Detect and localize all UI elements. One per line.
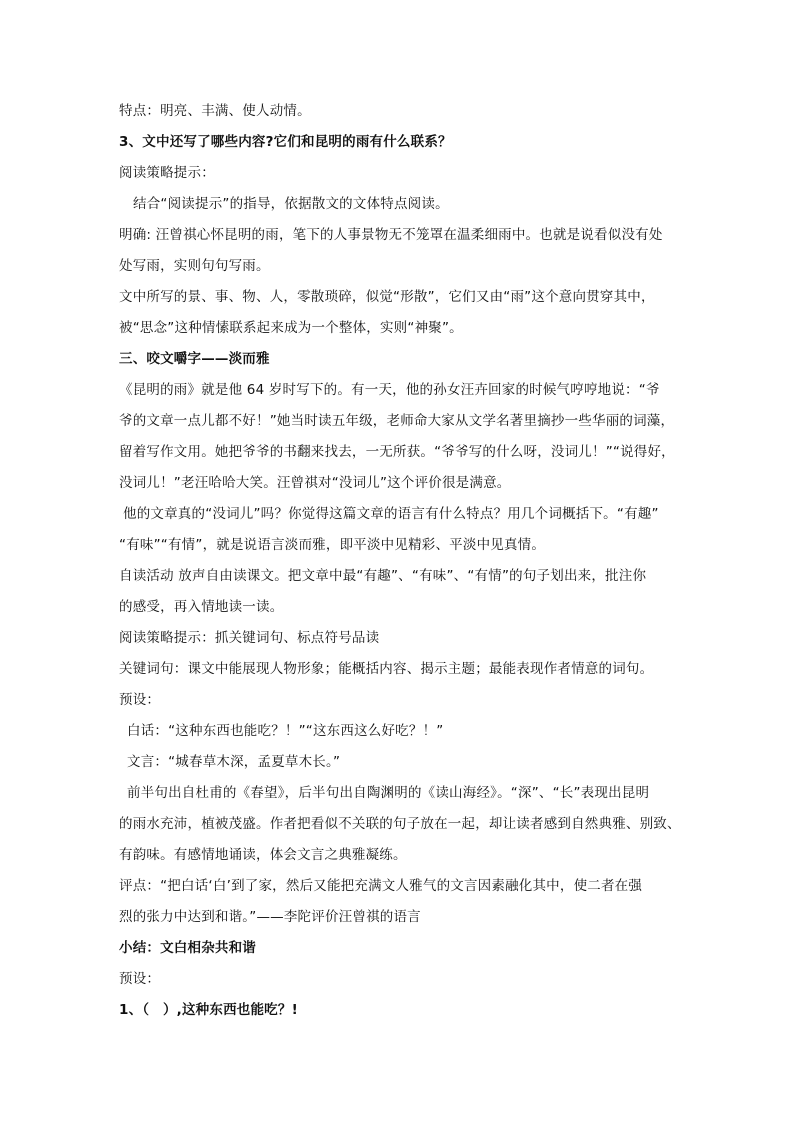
paragraph-line: 《昆明的雨》就是他 64 岁时写下的。有一天，他的孙女汪卉回家的时候气哼哼地说：“爷 xyxy=(119,382,660,398)
clarify-line-2: 处写雨，实则句句写雨。 xyxy=(119,258,270,274)
preset-label: 预设： xyxy=(119,692,161,708)
question-3: 3、文中还写了哪些内容?它们和昆明的雨有什么联系？ xyxy=(119,134,452,150)
paragraph-line: 的雨水充沛，植被茂盛。作者把看似不关联的句子放在一起，却让读者感到自然典雅、别致、 xyxy=(119,816,681,832)
classical-example: 文言：“城春草木深，孟夏草木长。” xyxy=(127,754,341,770)
self-reading-activity: 自读活动 放声自由读课文。把文章中最“有趣”、“有味”、“有情”的句子划出来，批注你 xyxy=(119,568,647,584)
text-line-features: 特点：明亮、丰满、使人动情。 xyxy=(119,103,311,119)
summary-line: 小结：文白相杂共和谐 xyxy=(119,940,256,956)
paragraph-line: 的感受，再入情地读一读。 xyxy=(119,599,284,615)
paragraph-line: 文中所写的景、事、物、人，零散琐碎，似觉“形散”，它们又由“雨”这个意向贯穿其中， xyxy=(119,289,655,305)
preset-label: 预设： xyxy=(119,971,161,987)
paragraph-line: 没词儿！”老汪哈哈大笑。汪曾祺对“没词儿”这个评价很是满意。 xyxy=(119,475,511,491)
document-body xyxy=(119,96,679,1026)
reading-strategy-label: 阅读策略提示： xyxy=(119,165,215,181)
paragraph-line: 被“思念”这种情愫联系起来成为一个整体，实则“神聚”。 xyxy=(119,320,463,336)
fill-in-question-1: 1、（ ）,这种东西也能吃？! xyxy=(119,1002,298,1018)
clarify-line-1: 明确: 汪曾祺心怀昆明的雨，笔下的人事景物无不笼罩在温柔细雨中。也就是说看似没有处 xyxy=(119,227,663,243)
section-heading-3: 三、咬文嚼字——淡而雅 xyxy=(119,351,270,367)
paragraph-line: “有味”“有情”，就是说语言淡而雅，即平淡中见精彩、平淡中见真情。 xyxy=(119,537,546,553)
key-phrases-line: 关键词句：课文中能展现人物形象；能概括内容、揭示主题；最能表现作者情意的词句。 xyxy=(119,661,654,677)
reading-strategy-text: 结合“阅读提示”的指导，依据散文的文体特点阅读。 xyxy=(133,196,449,212)
paragraph-line: 留着写作文用。她把爷爷的书翻来找去，一无所获。“爷爷写的什么呀，没词儿！”“说得好， xyxy=(119,444,675,460)
commentary-line-1: 评点：“把白话‘白’到了家，然后又能把充满文人雅气的文言因素融化其中，使二者在强 xyxy=(119,878,643,894)
reading-strategy-hint: 阅读策略提示：抓关键词句、标点符号品读 xyxy=(119,630,380,646)
paragraph-line: 爷的文章一点儿都不好！”她当时读五年级，老师命大家从文学名著里摘抄一些华丽的词藻， xyxy=(119,413,675,429)
paragraph-line: 他的文章真的“没词儿”吗？你觉得这篇文章的语言有什么特点？用几个词概括下。“有趣” xyxy=(123,506,659,522)
commentary-line-2: 烈的张力中达到和谐。”——李陀评价汪曾祺的语言 xyxy=(119,909,421,925)
paragraph-line: 有韵味。有感情地诵读，体会文言之典雅凝练。 xyxy=(119,847,407,863)
paragraph-line: 前半句出自杜甫的《春望》，后半句出自陶渊明的《读山海经》。“深”、“长”表现出昆明 xyxy=(127,785,650,801)
vernacular-example: 白话：“这种东西也能吃？！”“这东西这么好吃？！” xyxy=(127,723,444,739)
